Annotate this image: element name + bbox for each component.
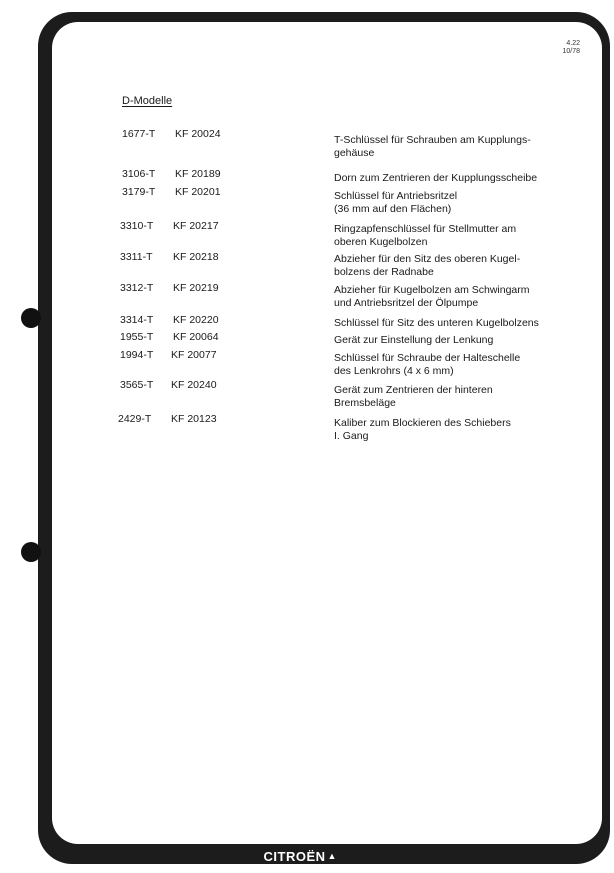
tool-reference: KF 20219 [173,282,219,294]
tool-description: Kaliber zum Blockieren des Schiebers I. Gang [334,417,511,442]
tool-number: 3179-T [122,186,156,198]
page-reference [540,40,580,56]
page-date: 10/78 [562,48,580,55]
page-number: 4.22 [566,40,580,47]
tool-reference: KF 20240 [171,379,217,391]
tool-description: Gerät zur Einstellung der Lenkung [334,334,494,346]
tool-description: Dorn zum Zentrieren der Kupplungsscheibe [334,172,538,184]
punch-hole-lower [21,542,41,562]
tool-description: Schlüssel für Sitz des unteren Kugelbolzens [334,317,539,329]
tool-reference: KF 20217 [173,220,219,232]
tool-description: Abzieher für den Sitz des oberen Kugel- bolzens der Radnabe [334,253,521,278]
tool-reference: KF 20220 [173,314,219,326]
tool-reference: KF 20024 [175,128,221,140]
brand-logo: CITROËN [263,848,326,864]
tool-description: Schlüssel für Antriebsritzel (36 mm auf den Flächen) [334,190,458,215]
tool-number: 1994-T [120,349,154,361]
tool-description: T-Schlüssel für Schrauben am Kupplungs- gehäuse [334,134,531,159]
tool-reference: KF 20218 [173,251,219,263]
tool-reference: KF 20189 [175,168,221,180]
tool-number: 2429-T [118,413,152,425]
tool-reference: KF 20123 [171,413,217,425]
tool-number: 3311-T [120,251,153,263]
tool-description: Gerät zum Zentrieren der hinteren Bremsbeläge [334,384,493,409]
tool-reference: KF 20077 [171,349,217,361]
tool-description: Ringzapfenschlüssel für Stellmutter am oberen Kugelbolzen [334,223,517,248]
tool-number: 3310-T [120,220,154,232]
tool-number: 3312-T [120,282,154,294]
brand-footer [200,846,400,866]
section-title: D-Modelle [122,95,173,107]
tool-number: 3565-T [120,379,154,391]
tool-number: 3106-T [122,168,156,180]
tool-description: Schlüssel für Schraube der Halteschelle des Lenkrohrs (4 x 6 mm) [334,352,521,377]
tool-reference: KF 20201 [175,186,221,198]
tool-description: Abzieher für Kugelbolzen am Schwingarm und Antriebsritzel der Ölpumpe [334,284,530,309]
tool-number: 1955-T [120,331,154,343]
tool-reference: KF 20064 [173,331,219,343]
tool-number: 3314-T [120,314,154,326]
double-chevron-icon: ▲ [327,851,337,861]
punch-hole-upper [21,308,41,328]
tool-number: 1677-T [122,128,156,140]
